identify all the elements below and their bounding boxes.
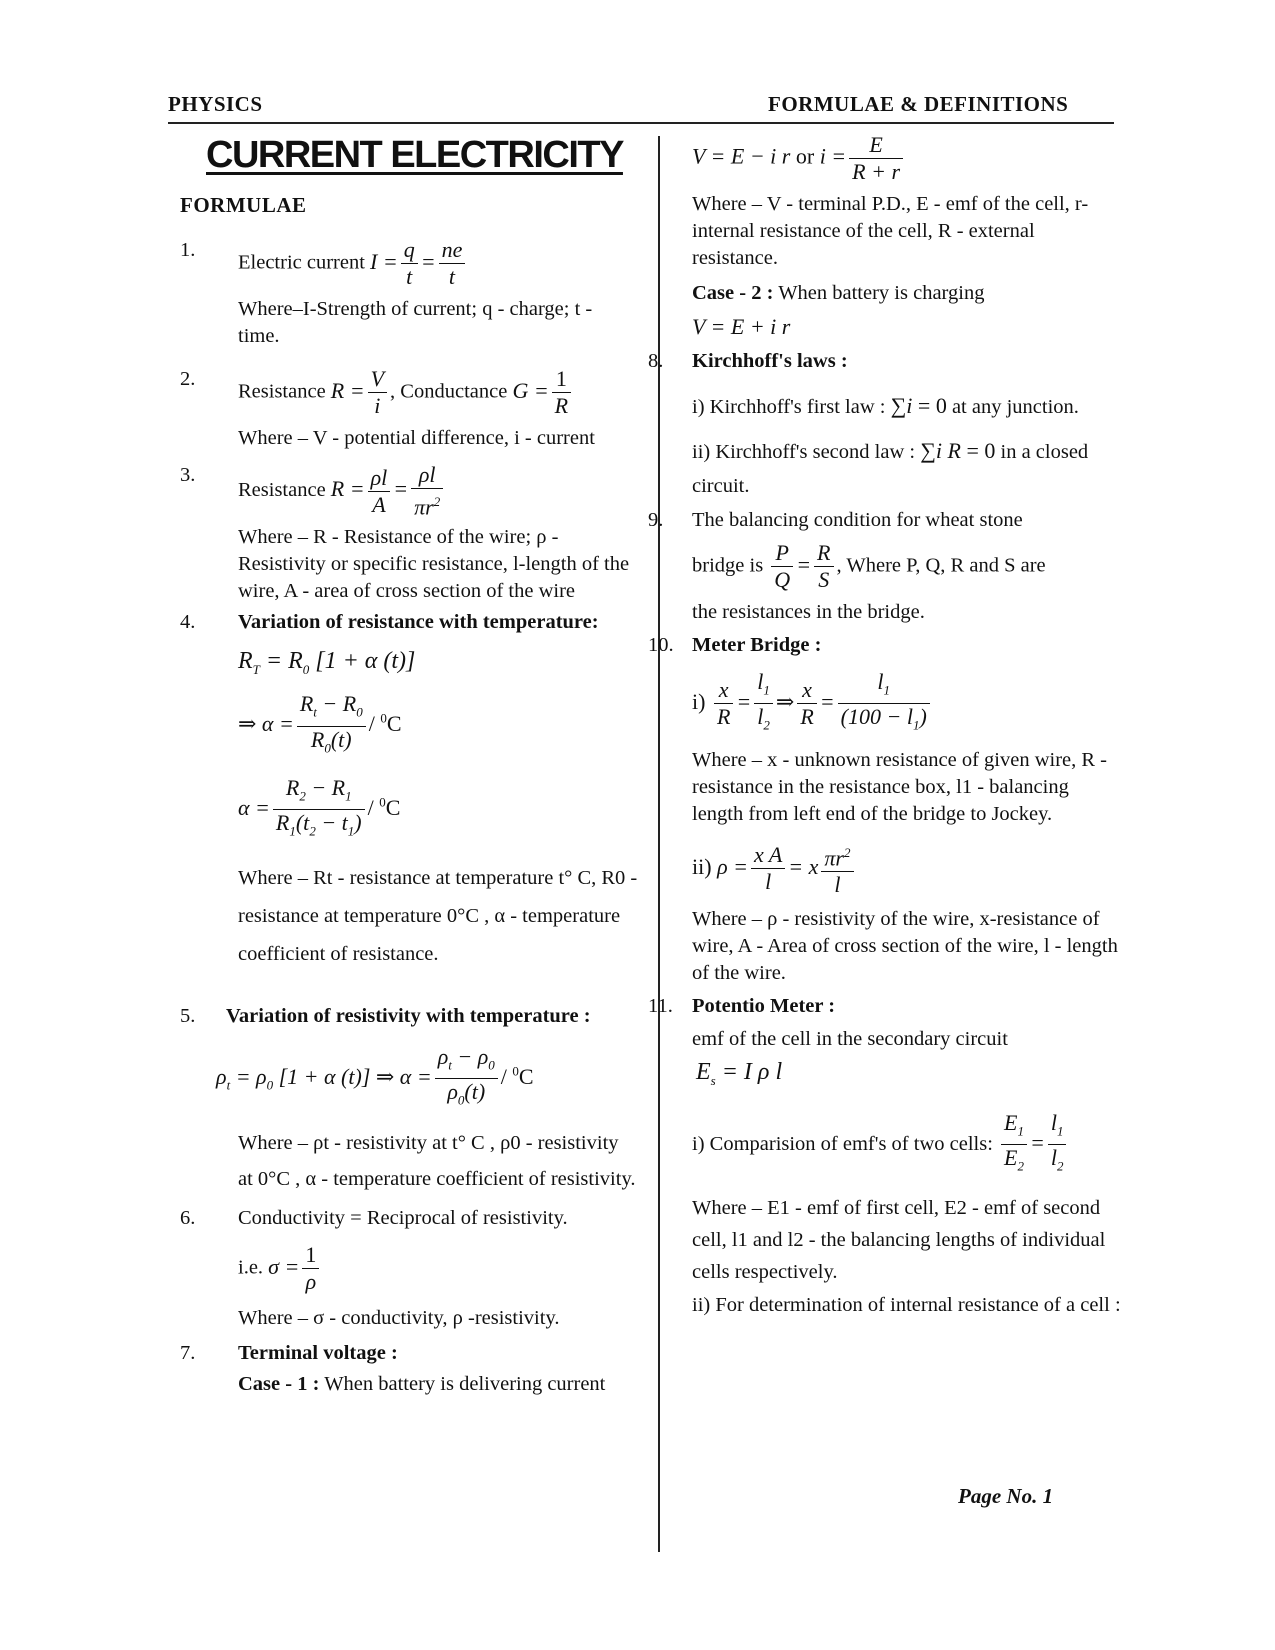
where-6: Where – σ - conductivity, ρ -resistivity. [238,1307,560,1330]
label: Electric current [238,251,365,274]
terminal-voltage-eq: V = E − i r or i = $\frac{E}{R + r}$ [692,132,1124,185]
header-rule [168,122,1114,124]
equation: I = $\frac{q}{t}$ = $\frac{ne}{t}$ [370,249,468,274]
where-3: Where – R - Resistance of the wire; ρ - Resistivity or specific resistance, l-length of the wire, A - area of cross section of the wire [238,526,630,603]
right-column: V = E − i r or i = $\frac{E}{R + r}$ Where – V - terminal P.D., E - emf of the cell, r-internal resistance of the cell, R - external resistance. Case - 2 : When battery is charging V = E + i r 8. Kirchhoff's laws : i) Kirchhoff's first law : ∑i = 0 at any junction. ii) Kirchhoff's second law : ∑i R = 0 in a closed circuit. 9. The balancing condition for wheat stone bridge is $\frac{P}{Q}$ = $\frac{R}{S}$ , Where P, Q, R and S are the resistances in the bridge. 10. Meter Bridge : i) $\frac{x}{R}$ = $\frac{l_1}{l_2}$ ⇒ $\frac{x}{R}$ = $\frac{l_1}{(100 - l_1)}$ Where – x - unknown resistance of given wire, R - resistance in the resistance box, l1 - balancing length from left end of the bridge to Jockey. ii) ρ = $\frac{\text{x A}}{l}$ = x $\frac{\pi r^2}{l}$ Where – ρ - resistivity of the wire, x-resistance of wire, A - Area of cross section of the wire, l - length of the wire. 11. Potentio Meter : emf of the cell in the secondary circuit $E_s = I$ ρ l i) Comparision of emf's of two cells: $\frac{E_1}{E_2}$ = $\frac{l_1}{l_2}$ Where – E1 - emf of first cell, E2 - emf of second cell, l1 and l2 - the balancing lengths of individual cells respectively. ii) For determination of internal resistance of a cell : [676,128,1124,1319]
where-10b: Where – ρ - resistivity of the wire, x-resistance of wire, A - Area of cross section of the wire, l - length of the wire. [692,908,1118,985]
tv-where: Where – V - terminal P.D., E - emf of the cell, r-internal resistance of the cell, R - external resistance. [692,193,1089,269]
page-title: CURRENT ELECTRICITY [206,134,623,176]
formula-10: 10. Meter Bridge : [648,634,822,656]
formula-2: 2. Resistance R = $\frac{V}{i}$ , Conductance G = $\frac{1}{R}$ [168,366,638,419]
page-number: Page No. 1 [958,1484,1054,1508]
formula-3: 3. Resistance R = $\frac{\rho l}{A}$ = $\frac{\rho l}{\pi r^2}$ [168,462,638,520]
formulae-heading: FORMULAE [180,193,307,217]
formula-11: 11. Potentio Meter : [648,995,836,1018]
section-header: FORMULAE & DEFINITIONS [768,92,1069,116]
formula-8: 8. Kirchhoff's laws : [648,350,848,372]
formula-4: 4. Variation of resistance with temperature: [180,611,599,634]
formula-1: 1. Electric current I = $\frac{q}{t}$ = $\frac{ne}{t}$ [168,237,638,290]
formula-5: 5. Variation of resistivity with temperature : [180,1004,591,1027]
formula-9: 9. The balancing condition for wheat stone [648,509,1023,531]
formula-7: 7. Terminal voltage : [180,1342,398,1365]
where-10a: Where – x - unknown resistance of given wire, R - resistance in the resistance box, l1 - balancing length from left end of the bridge to Jockey. [692,748,1107,825]
left-column: CURRENT ELECTRICITY FORMULAE 1. Electric current I = $\frac{q}{t}$ = $\frac{ne}{t}$ Where–I-Strength of current; q - charge; t - time. 2. Resistance R = $\frac{V}{i}$ , Conductance G = $\frac{1}{R}$ Where – V - potential difference, i - current 3. Resistance R = $\frac{\rho l}{A}$ = $\frac{\rho l}{\pi r^2}$ Where – R - Resistance of the wire; ρ - Resistivity or specific resistance, l-length of the wire, A - area of cross section of the wire 4. Variation of resistance with temperature: $R_T = R_0$ [1 + α (t)] ⇒ α = $\frac{R_t - R_0}{R_0(t)}$ / $^0$C α = $\frac{R_2 - R_1}{R_1(t_2 - t_1)}$ / $^0$C Where – Rt - resistance at temperature t° C, R0 - resistance at temperature 0°C , α - temperature coefficient of resistance. 5. Variation of resistivity with temperature : $\rho_t = \rho_0$ [1 + α (t)] ⇒ α = $\frac{\rho_t - \rho_0}{\rho_0(t)}$ / $^0$C Where – ρt - resistivity at t° C , ρ0 - resistivity at 0°C , α - temperature coefficient of resistivity. 6. Conductivity = Reciprocal of resistivity. i.e. σ = $\frac{1}{\rho}$ Where – σ - conductivity, ρ -resistivity. 7. Terminal voltage : Case - 1 : When battery is delivering current [168,128,638,1398]
subject-header: PHYSICS [168,92,263,116]
where-1: Where–I-Strength of current; q - charge; t - time. [238,298,593,347]
where-2: Where – V - potential difference, i - current [238,427,595,449]
formula-6: 6. Conductivity = Reciprocal of resistivity. [180,1207,568,1230]
where-4: Where – Rt - resistance at temperature t° C, R0 - resistance at temperature 0°C , α - temperature coefficient of resistance. [238,866,638,965]
where-5: Where – ρt - resistivity at t° C , ρ0 - resistivity at 0°C , α - temperature coefficient of resistivity. [238,1132,636,1191]
where-11: Where – E1 - emf of first cell, E2 - emf of second cell, l1 and l2 - the balancing lengths of individual cells respectively. [692,1196,1106,1283]
